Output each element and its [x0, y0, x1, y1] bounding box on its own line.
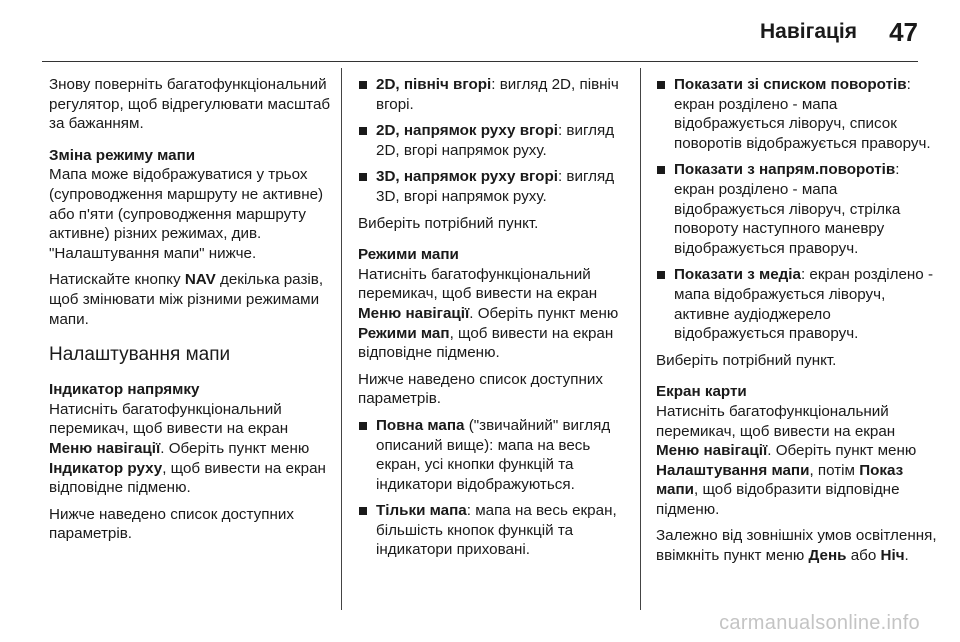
paragraph — [656, 526, 938, 565]
column-divider — [341, 68, 342, 610]
text: , щоб вивести на екран відповідне підменю. — [358, 324, 614, 362]
menu-term: Меню навігації — [656, 442, 768, 460]
option-name: Показати з медіа — [674, 266, 801, 284]
list-item — [656, 75, 938, 153]
paragraph — [49, 380, 331, 498]
text: або — [846, 547, 881, 565]
column-divider — [640, 68, 641, 610]
option-name: Тільки мапа — [376, 502, 467, 520]
text: Натисніть багатофункціональний перемикач, щоб вивести на екран — [358, 265, 598, 303]
header-rule — [42, 61, 918, 62]
column-2 — [358, 75, 634, 567]
option-name: Показати зі списком поворотів — [674, 76, 907, 93]
column-1 — [49, 75, 331, 551]
list-item — [358, 501, 634, 560]
subheading: Зміна режиму мапи — [49, 146, 196, 164]
watermark: carmanualsonline.info — [719, 612, 920, 634]
option-desc: : екран розділено - мапа відображується ліворуч, стрілка повороту наступного маневру відображується праворуч. — [674, 161, 901, 257]
paragraph: Нижче наведено список доступних параметрів. — [358, 370, 603, 408]
menu-term: Меню навігації — [358, 304, 470, 322]
text: , щоб відобразити відповідне підменю. — [656, 481, 900, 518]
option-name: Повна мапа — [376, 416, 465, 434]
option-name: 2D, північ вгорі — [376, 76, 492, 93]
text: . Оберіть пункт меню — [160, 439, 310, 457]
option-name: 3D, напрямок руху вгорі — [376, 168, 558, 186]
list-item — [656, 160, 938, 258]
menu-term: Індикатор руху — [49, 459, 163, 477]
paragraph — [49, 270, 331, 329]
list-item — [358, 75, 634, 114]
menu-term: Режими мап — [358, 324, 450, 342]
key-label: NAV — [184, 271, 216, 289]
subheading: Режими мапи — [358, 246, 459, 264]
option-name: 2D, напрямок руху вгорі — [376, 122, 558, 140]
text: Мапа може відображуватися у трьох (супроводження маршруту не активне) або п'яти (супроводження маршруту активне) різних режимах, див. "Налаштування мапи" нижче. — [49, 166, 324, 262]
option-desc: : вигляд 2D, північ вгорі. — [376, 76, 619, 113]
menu-term: День — [808, 547, 847, 565]
list-item — [358, 416, 634, 494]
option-desc: : вигляд 2D, вгорі напрямок руху. — [376, 122, 615, 159]
option-list — [358, 416, 634, 560]
paragraph: Виберіть потрібний пункт. — [358, 214, 539, 232]
text: . Оберіть пункт меню — [469, 304, 619, 322]
text: , потім — [809, 461, 860, 479]
paragraph — [49, 146, 331, 264]
text: Натисніть багатофункціональний перемикач, щоб вивести на екран — [49, 400, 289, 438]
option-desc: : мапа на весь екран, більшість кнопок функцій та індикатори приховані. — [376, 502, 617, 559]
menu-term: Меню навігації — [49, 439, 161, 457]
menu-term: Показ мапи — [656, 461, 904, 499]
section-title: Налаштування мапи — [49, 344, 231, 366]
option-desc: : екран розділено - мапа відображується ліворуч, активне аудіоджерело відображується праворуч. — [674, 266, 934, 343]
paragraph: Нижче наведено список доступних параметрів. — [49, 505, 294, 543]
option-desc: : вигляд 3D, вгорі напрямок руху. — [376, 168, 615, 205]
paragraph: Виберіть потрібний пункт. — [656, 351, 837, 369]
text: . Оберіть пункт меню — [767, 442, 917, 460]
menu-term: Ніч — [880, 547, 905, 565]
list-item — [656, 265, 938, 343]
subheading: Індикатор напрямку — [49, 381, 200, 399]
text: . — [904, 547, 909, 565]
option-list — [656, 75, 938, 344]
page-number: 47 — [889, 17, 918, 47]
subheading: Екран карти — [656, 383, 747, 401]
option-name: Показати з напрям.поворотів — [674, 161, 896, 179]
column-3 — [656, 75, 938, 573]
text: декілька разів, щоб змінювати між різними режимами мапи. — [49, 271, 324, 328]
option-list — [358, 75, 634, 207]
text: Натисніть багатофункціональний перемикач, щоб вивести на екран — [656, 402, 896, 440]
paragraph — [656, 382, 938, 519]
option-desc: ("звичайний" вигляд описаний вище): мапа на весь екран, усі кнопки функцій та індикатори відображуються. — [376, 416, 611, 493]
list-item — [358, 121, 634, 160]
list-item — [358, 167, 634, 206]
menu-term: Налаштування мапи — [656, 461, 810, 479]
option-desc: : екран розділено - мапа відображується ліворуч, список поворотів відображується праворуч. — [674, 76, 931, 152]
text: Натискайте кнопку — [49, 271, 185, 289]
paragraph: Знову поверніть багатофункціональний регулятор, щоб відрегулювати масштаб за бажанням. — [49, 76, 331, 133]
paragraph — [358, 245, 634, 363]
text: Залежно від зовнішніх умов освітлення, ввімкніть пункт меню — [656, 527, 937, 565]
text: , щоб вивести на екран відповідне підменю. — [49, 459, 326, 497]
header-title: Навігація — [760, 20, 858, 43]
